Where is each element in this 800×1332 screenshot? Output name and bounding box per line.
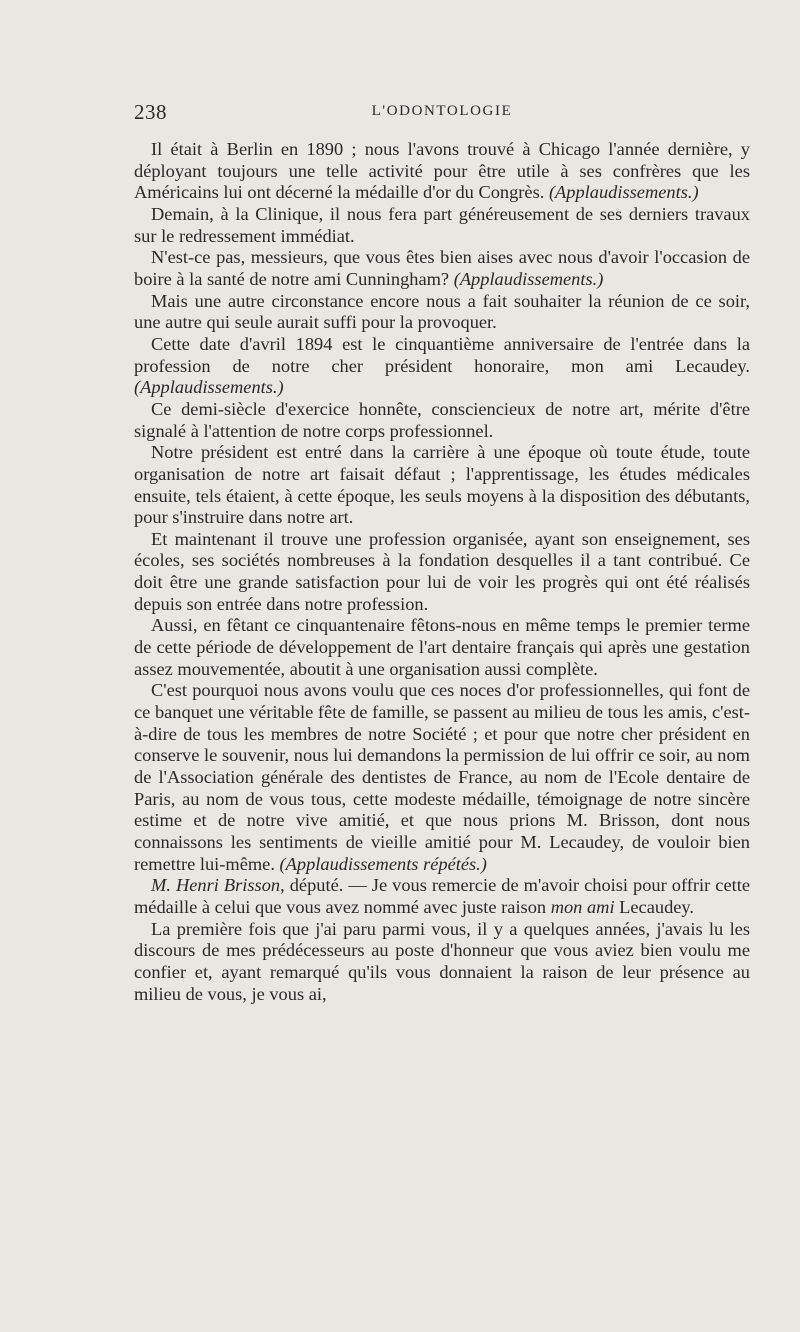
applause-note: (Applaudissements.) [453, 268, 604, 289]
paragraph: Demain, à la Clinique, il nous fera part généreusement de ses derniers travaux sur le redressement immédiat. [134, 203, 750, 246]
journal-title: L'ODONTOLOGIE [371, 103, 513, 119]
paragraph: Il était à Berlin en 1890 ; nous l'avons trouvé à Chicago l'année dernière, y déployant toujours une telle activité pour être utile à ses confrères que les Américains lui ont décerné la médaille d'or du Congrès. (Applaudissements.) [134, 139, 750, 203]
paragraph: M. Henri Brisson, député. — Je vous remercie de m'avoir choisi pour offrir cette médaille à celui que vous avez nommé avec juste raison mon ami Lecaudey. [134, 875, 750, 917]
paragraph: Notre président est entré dans la carrière à une époque où toute étude, toute organisation de notre art faisait défaut ; l'apprentissage, les études médicales ensuite, tels étaient, à cette époque, les seuls moyens à la disposition des débutants, pour s'instruire dans notre art. [134, 442, 750, 528]
speaker-name: M. Henri Brisson [151, 875, 281, 896]
paragraph: La première fois que j'ai paru parmi vous, il y a quelques années, j'avais lu les discours de mes prédécesseurs au poste d'honneur que vous aviez bien voulu me confier et, ayant remarqué qu'ils vous donnaient la raison de leur présence au milieu de vous, je vous ai, [134, 918, 750, 1004]
running-header [134, 100, 750, 128]
applause-note: (Applaudissements.) [134, 377, 284, 398]
paragraph: Aussi, en fêtant ce cinquantenaire fêtons-nous en même temps le premier terme de cette période de développement de l'art dentaire français qui après une gestation assez mouvementée, aboutit à une organisation aussi complète. [134, 615, 750, 679]
paragraph: N'est-ce pas, messieurs, que vous êtes bien aises avec nous d'avoir l'occasion de boire à la santé de notre ami Cunningham? (Applaudissements.) [134, 247, 750, 289]
paragraph: Et maintenant il trouve une profession organisée, ayant son enseignement, ses écoles, ses sociétés nombreuses à la fondation desquelles il a tant contribué. Ce doit être une grande satisfaction pour lui de voir les progrès qui ont été réalisés depuis son entrée dans notre profession. [134, 528, 750, 614]
body-text [134, 139, 750, 1005]
paragraph: Cette date d'avril 1894 est le cinquantième anniversaire de l'entrée dans la profession de notre cher président honoraire, mon ami Lecaudey. (Applaudissements.) [134, 333, 750, 398]
paragraph: C'est pourquoi nous avons voulu que ces noces d'or professionnelles, qui font de ce banquet une véritable fête de famille, se passent au milieu de tous les amis, c'est-à-dire de tous les membres de notre Société ; et pour que notre cher président en conserve le souvenir, nous lui demandons la permission de lui offrir ce soir, au nom de l'Association générale des dentistes de France, au nom de l'Ecole dentaire de Paris, au nom de vous tous, cette modeste médaille, témoignage de notre sincère estime et de notre vive amitié, et que nous prions M. Brisson, dont nous connaissons les sentiments de vieille amitié pour M. Lecaudey, de vouloir bien remettre lui-même. (Applaudissements répétés.) [134, 680, 750, 874]
applause-note: (Applaudissements répétés.) [279, 853, 487, 874]
paragraph: Mais une autre circonstance encore nous a fait souhaiter la réunion de ce soir, une autre qui seule aurait suffi pour la provoquer. [134, 290, 750, 333]
paragraph: Ce demi-siècle d'exercice honnête, consciencieux de notre art, mérite d'être signalé à l'attention de notre corps professionnel. [134, 398, 750, 441]
applause-note: (Applaudissements.) [548, 182, 699, 203]
page-number: 238 [134, 100, 167, 124]
emphasis: mon ami [550, 896, 615, 917]
